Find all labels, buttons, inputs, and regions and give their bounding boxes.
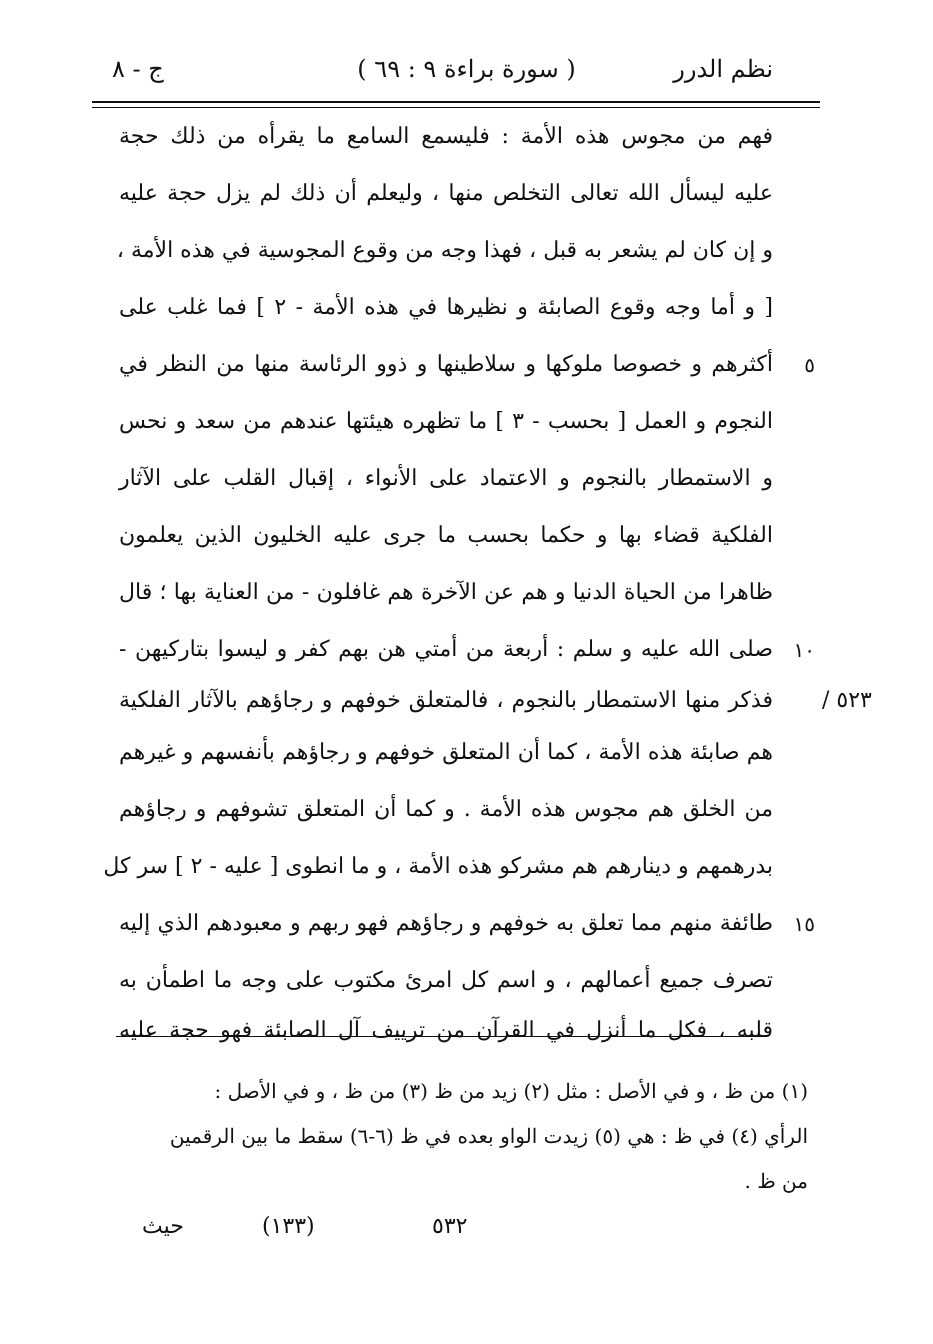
book-title: نظم الدرر: [673, 55, 773, 83]
body-line: تصرف جميع أعمالهم ، و اسم كل امرئ مكتوب على وجه ما اطمأن به: [119, 968, 773, 993]
body-line: هم صابئة هذه الأمة ، كما أن المتعلق خوفهم و رجاؤهم بأنفسهم و غيرهم: [119, 740, 773, 765]
body-line: [ و أما وجه وقوع الصابئة و نظيرها في هذه الأمة - ٢ ] فما غلب على: [119, 295, 774, 320]
signature-mark: (١٣٣): [262, 1214, 315, 1239]
body-line: النجوم و العمل [ بحسب - ٣ ] ما تظهره هيئتها عندهم من سعد و نحس: [119, 409, 773, 434]
body-line: صلى الله عليه و سلم : أربعة من أمتي هن بهم كفر و ليسوا بتاركيهن -: [119, 637, 773, 662]
footnote-rule: [116, 1036, 766, 1037]
body-line: الفلكية قضاء بها و حكما بحسب ما جرى عليه الخليون الذين يعلمون: [119, 523, 773, 548]
margin-page-reference: ٥٢٣ /: [822, 688, 872, 713]
body-line: بدرهمهم و دينارهم هم مشركو هذه الأمة ، و ما انطوى [ عليه - ٢ ] سر كل: [103, 854, 773, 879]
body-line: فهم من مجوس هذه الأمة : فليسمع السامع ما يقرأه من ذلك حجة: [119, 124, 773, 149]
footnote-line: من ظ .: [744, 1169, 808, 1193]
body-line: و إن كان لم يشعر به قبل ، فهذا وجه من وقوع المجوسية في هذه الأمة ،: [116, 238, 773, 263]
line-number: ٥: [804, 353, 815, 377]
surah-reference: ( سورة براءة ٩ : ٦٩ ): [357, 55, 576, 83]
body-line: قلبه ، فكل ما أنزل في القرآن من ترييف آل الصابئة فهو حجة عليه: [119, 1018, 773, 1043]
catchword: حيث: [142, 1214, 184, 1239]
header-rule-thick: [92, 101, 820, 103]
footnote-line: (١) من ظ ، و في الأصل : مثل (٢) زيد من ظ (٣) من ظ ، و في الأصل :: [214, 1079, 808, 1103]
volume-label: ج - ٨: [112, 55, 164, 83]
body-line: من الخلق هم مجوس هذه الأمة . و كما أن المتعلق تشوفهم و رجاؤهم: [119, 797, 773, 822]
body-line: و الاستمطار بالنجوم و الاعتماد على الأنواء ، إقبال القلب على الآثار: [119, 466, 773, 491]
line-number: ١٥: [793, 912, 815, 936]
line-number: ١٠: [793, 638, 815, 662]
body-line: ظاهرا من الحياة الدنيا و هم عن الآخرة هم غافلون - من العناية بها ؛ قال: [119, 580, 773, 605]
body-line: فذكر منها الاستمطار بالنجوم ، فالمتعلق خوفهم و رجاؤهم بالآثار الفلكية: [119, 688, 773, 713]
header-rule-thin: [92, 107, 820, 108]
body-line: عليه ليسأل الله تعالى التخلص منها ، وليعلم أن ذلك لم يزل حجة عليه: [119, 181, 773, 206]
footnote-line: الرأي (٤) في ظ : هي (٥) زيدت الواو بعده في ظ (٦-٦) سقط ما بين الرقمين: [169, 1124, 808, 1148]
page-number: ٥٣٢: [432, 1214, 468, 1239]
body-line: طائفة منهم مما تعلق به خوفهم و رجاؤهم فهو ربهم و معبودهم الذي إليه: [119, 911, 773, 936]
body-line: أكثرهم و خصوصا ملوكها و سلاطينها و ذوو الرئاسة منها من النظر في: [119, 352, 773, 377]
